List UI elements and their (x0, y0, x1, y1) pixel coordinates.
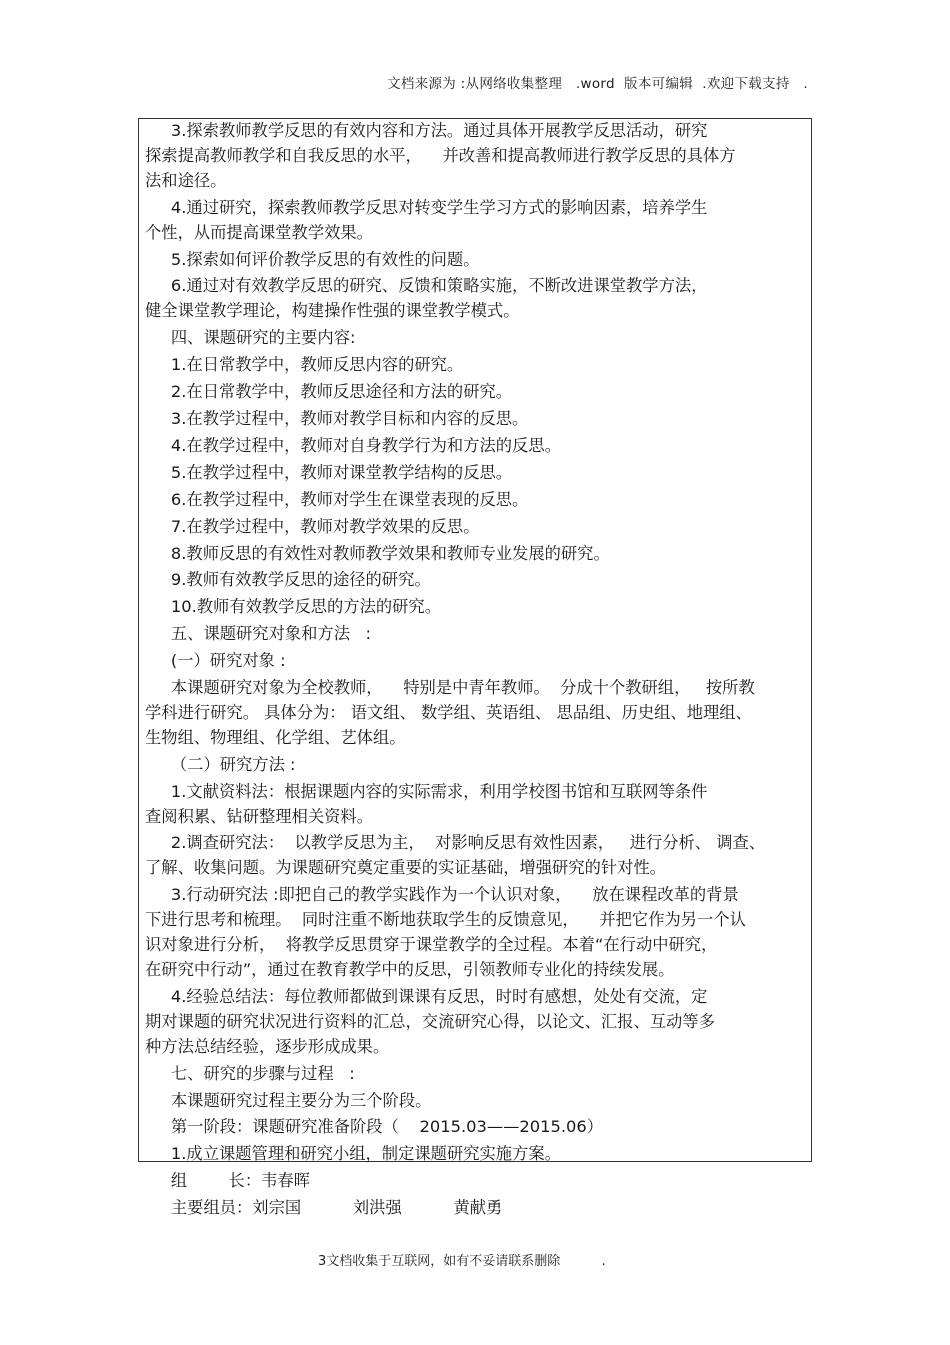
text-line: 8.教师反思的有效性对教师教学效果和教师专业发展的研究。 (145, 543, 610, 563)
text-line: 3.行动研究法 :即把自己的教学实践作为一个认识对象， 放在课程改革的背景 (145, 885, 739, 905)
text-line: 个性，从而提高课堂教学效果。 (145, 222, 373, 242)
text-line: 1.文献资料法：根据课题内容的实际需求，利用学校图书馆和互联网等条件 (145, 781, 708, 801)
text-line: 5.在教学过程中，教师对课堂教学结构的反思。 (145, 462, 513, 482)
text-line: 本课题研究对象为全校教师， 特别是中青年教师。 分成十个教研组， 按所教 (145, 678, 755, 698)
text-line: 种方法总结经验，逐步形成成果。 (145, 1036, 390, 1056)
text-line: 识对象进行分析， 将教学反思贯穿于课堂教学的全过程。本着“在行动中研究， (145, 935, 718, 955)
text-line: 1.在日常教学中，教师反思内容的研究。 (145, 355, 464, 375)
text-line: 10.教师有效教学反思的方法的研究。 (145, 597, 441, 617)
page-footer: 3文档收集于互联网，如有不妥请联系删除 . (318, 1254, 606, 1269)
text-line: 下进行思考和梳理。 同时注重不断地获取学生的反馈意见， 并把它作为另一个认 (145, 910, 746, 930)
text-line: 查阅积累、钻研整理相关资料。 (145, 806, 373, 826)
text-line: (一）研究对象 : (145, 651, 286, 671)
text-line: 6.在教学过程中，教师对学生在课堂表现的反思。 (145, 489, 529, 509)
text-line: 4.通过研究，探索教师教学反思对转变学生学习方式的影响因素，培养学生 (145, 197, 708, 217)
text-line: 期对课题的研究状况进行资料的汇总，交流研究心得，以论文、汇报、互动等多 (145, 1011, 715, 1031)
text-line: 学科进行研究。 具体分为： 语文组、 数学组、英语组、 思品组、历史组、地理组、 (145, 702, 752, 722)
text-line: 6.通过对有效教学反思的研究、反馈和策略实施，不断改进课堂教学方法， (145, 276, 708, 296)
text-line: 生物组、物理组、化学组、艺体组。 (145, 727, 406, 747)
text-line: 了解、收集问题。为课题研究奠定重要的实证基础，增强研究的针对性。 (145, 858, 667, 878)
text-line: 健全课堂教学理论，构建操作性强的课堂教学模式。 (145, 301, 520, 321)
text-line: 2.调查研究法： 以教学反思为主， 对影响反思有效性因素， 进行分析、 调查、 (145, 833, 766, 853)
text-line: 本课题研究过程主要分为三个阶段。 (145, 1090, 432, 1110)
text-line: 第一阶段：课题研究准备阶段（ 2015.03——2015.06） (145, 1117, 604, 1137)
text-line: 法和途径。 (145, 170, 227, 190)
text-line: 七、研究的步骤与过程 : (145, 1063, 355, 1083)
text-line: 5.探索如何评价教学反思的有效性的问题。 (145, 249, 480, 269)
text-line: 2.在日常教学中，教师反思途径和方法的研究。 (145, 382, 513, 402)
text-line: 1.成立课题管理和研究小组，制定课题研究实施方案。 (145, 1144, 561, 1164)
text-line: （二）研究方法 : (145, 754, 296, 774)
text-line: 3.探索教师教学反思的有效内容和方法。通过具体开展教学反思活动，研究 (145, 121, 708, 140)
text-line: 4.在教学过程中，教师对自身教学行为和方法的反思。 (145, 435, 561, 455)
text-line: 组 长：韦春晖 (145, 1171, 310, 1191)
text-line: 在研究中行动”，通过在教育教学中的反思，引领教师专业化的持续发展。 (145, 960, 675, 979)
text-line: 3.在教学过程中，教师对教学目标和内容的反思。 (145, 408, 529, 428)
page-header: 文档来源为 :从网络收集整理 .word 版本可编辑 .欢迎下载支持 . (387, 76, 808, 92)
text-line: 五、课题研究对象和方法 : (145, 624, 371, 644)
text-line: 4.经验总结法：每位教师都做到课课有反思，时时有感想，处处有交流，定 (145, 986, 708, 1006)
text-line: 9.教师有效教学反思的途径的研究。 (145, 570, 431, 590)
text-line: 主要组员：刘宗国 刘洪强 黄献勇 (145, 1198, 503, 1218)
text-line: 四、课题研究的主要内容: (145, 328, 356, 348)
text-line: 7.在教学过程中，教师对教学效果的反思。 (145, 516, 480, 536)
document-body (145, 119, 807, 1221)
text-line: 探索提高教师教学和自我反思的水平， 并改善和提高教师进行教学反思的具体方 (145, 145, 736, 165)
